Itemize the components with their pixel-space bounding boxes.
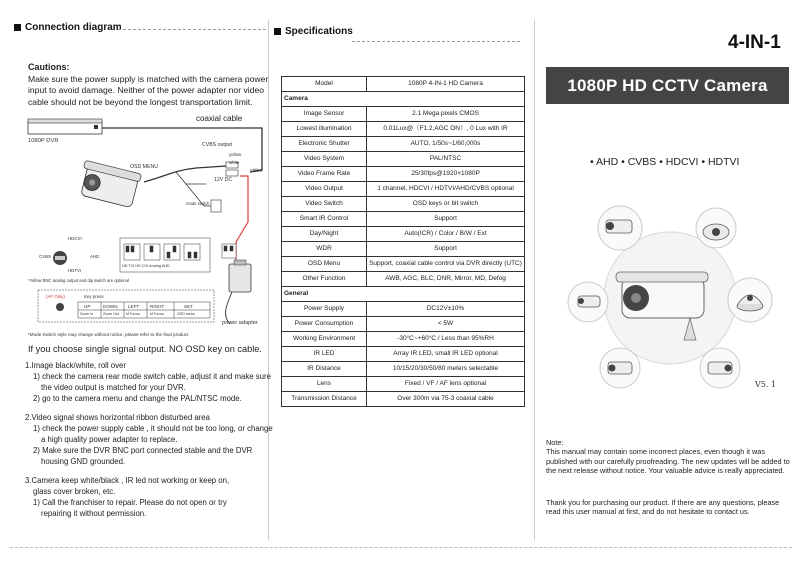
note-block bbox=[546, 438, 791, 476]
single-signal-note: If you choose single signal output. NO OSD key on cable. bbox=[28, 344, 262, 354]
spec-row bbox=[282, 392, 525, 407]
spec-value: Support bbox=[367, 242, 525, 257]
key-right: RIGHT bbox=[150, 304, 165, 309]
cvbs-output-label: CVBS output bbox=[202, 142, 232, 148]
spec-key: IR LED bbox=[282, 347, 367, 362]
step-line: 1) check the power supply cable , it should not be too long, or change bbox=[33, 424, 273, 433]
step-line: 1.Image black/white, roll over bbox=[25, 361, 126, 370]
spec-key: IR Distance bbox=[282, 362, 367, 377]
step-spacer bbox=[25, 467, 275, 475]
key-left: LEFT bbox=[128, 304, 140, 309]
spec-table bbox=[281, 76, 525, 407]
format-list: • AHD • CVBS • HDCVI • HDTVI bbox=[590, 156, 740, 168]
spec-key: Smart IR Control bbox=[282, 212, 367, 227]
connection-diagram bbox=[26, 110, 272, 342]
spec-group-row bbox=[282, 92, 525, 107]
spec-row bbox=[282, 317, 525, 332]
spec-key: Electronic Shutter bbox=[282, 137, 367, 152]
spec-value: Support, coaxial cable control via DVR directly (UTC) bbox=[367, 257, 525, 272]
version-label: V5. 1 bbox=[755, 380, 777, 389]
product-title: 4-IN-1 bbox=[728, 32, 781, 53]
spec-value: Auto(ICR) / Color / B/W / Ext bbox=[367, 227, 525, 242]
step-line: the video output is matched for your DVR. bbox=[41, 383, 186, 392]
key-func-down: Zoom Out bbox=[103, 312, 119, 316]
power-cable-line bbox=[236, 176, 248, 270]
spec-key: WDR bbox=[282, 242, 367, 257]
spec-row bbox=[282, 242, 525, 257]
yellow-bnc-note: *Yellow BNC analog output and dip switch are optional bbox=[28, 278, 129, 283]
cautions-block bbox=[28, 62, 278, 108]
step-line: 3.Camera keep white/black , IR led not working or keep on, bbox=[25, 476, 230, 485]
step-line: a high quality power adapter to replace. bbox=[41, 435, 178, 444]
cautions-title: Cautions: bbox=[28, 62, 70, 72]
spec-value: Over 300m via 75-3 coaxial cable bbox=[367, 392, 525, 407]
spec-key: Working Environment bbox=[282, 332, 367, 347]
spec-key: Day/Night bbox=[282, 227, 367, 242]
note-title: Note: bbox=[546, 438, 564, 447]
spec-value: PAL/NTSC bbox=[367, 152, 525, 167]
spec-row bbox=[282, 107, 525, 122]
cautions-text: Make sure the power supply is matched with the camera power input to avoid damage. Neither of the power adapter nor video cable should not be beyond the longest transportation limit. bbox=[28, 73, 269, 107]
spec-row bbox=[282, 227, 525, 242]
camera-collage bbox=[560, 190, 800, 400]
ahd-label: AHD bbox=[90, 254, 100, 259]
key-press-label: Key press bbox=[84, 294, 104, 299]
spec-row bbox=[282, 152, 525, 167]
heading-rule bbox=[352, 41, 520, 42]
key-func-right: M.Focus bbox=[150, 312, 164, 316]
power-adapter-icon bbox=[226, 260, 251, 324]
spec-row bbox=[282, 77, 525, 92]
spec-key: Transmission Distance bbox=[282, 392, 367, 407]
dip-caption: HD TVI HD CVI Analog AHD bbox=[122, 264, 170, 268]
spec-key: Power Consumption bbox=[282, 317, 367, 332]
heading-rule bbox=[118, 29, 266, 30]
step-line: repairing it without permission. bbox=[41, 509, 147, 518]
spec-value: OSD keys or bit switch bbox=[367, 197, 525, 212]
spec-key: Video System bbox=[282, 152, 367, 167]
cvbs-label: CVBS bbox=[39, 254, 51, 259]
spec-row bbox=[282, 302, 525, 317]
spec-row bbox=[282, 212, 525, 227]
step-line: 1) check the camera rear mode switch cable, adjust it and make sure bbox=[33, 372, 271, 381]
spec-value: Fixed / VF / AF lens optional bbox=[367, 377, 525, 392]
note-text: This manual may contain some incorrect places, even though it was published with our carefully proofreading. The new updates will be added to the next release without notice. Your valuable advice is really appreciated. bbox=[546, 447, 790, 476]
step-line: housing GND grounded. bbox=[41, 457, 126, 466]
power-adapter-label: power adapter bbox=[222, 320, 258, 326]
spec-value: 10/15/20/30/50/80 meters selectable bbox=[367, 362, 525, 377]
connection-diagram-heading: Connection diagram bbox=[14, 22, 122, 33]
specifications-heading: Specifications bbox=[274, 26, 353, 37]
spec-value: Support bbox=[367, 212, 525, 227]
spec-value: < 5W bbox=[367, 317, 525, 332]
spec-value: 25/30fps@1920×1080P bbox=[367, 167, 525, 182]
spec-key: Video Output bbox=[282, 182, 367, 197]
hdcvi-label: HDCVI bbox=[68, 236, 82, 241]
spec-key: Video Frame Rate bbox=[282, 167, 367, 182]
osd-menu-label: OSD MENU bbox=[130, 164, 158, 170]
spec-value: Array IR LED, small IR LED optional bbox=[367, 347, 525, 362]
spec-key: Lowest illumination bbox=[282, 122, 367, 137]
spec-key: Video Switch bbox=[282, 197, 367, 212]
hdtvi-label: HDTVI bbox=[68, 268, 82, 273]
key-func-set: OSD menu bbox=[177, 312, 195, 316]
spec-value: 2.1 Mega pixels CMOS bbox=[367, 107, 525, 122]
yellow-label: yellow bbox=[229, 152, 242, 157]
step-spacer bbox=[25, 404, 275, 412]
mode-switch-icon bbox=[211, 200, 221, 212]
dvr-icon bbox=[28, 122, 102, 134]
bottom-rule bbox=[10, 547, 792, 548]
spec-row bbox=[282, 377, 525, 392]
wiring-drawing bbox=[26, 110, 272, 342]
spec-row bbox=[282, 167, 525, 182]
column-divider bbox=[534, 20, 535, 540]
step-line: glass cover broken, etc. bbox=[33, 487, 116, 496]
spec-value: -30°C~+60°C / Less than 95%RH bbox=[367, 332, 525, 347]
mode-switch-note: *Mode Switch style may change without notice, please refer to the final product bbox=[28, 332, 189, 337]
spec-row bbox=[282, 272, 525, 287]
troubleshooting-steps bbox=[25, 360, 275, 519]
product-banner: 1080P HD CCTV Camera bbox=[546, 67, 789, 104]
spec-row bbox=[282, 137, 525, 152]
dvr-label: 1080P DVR bbox=[28, 138, 59, 144]
spec-value: AWB, AGC, BLC, DNR, Mirror, MD, Defog bbox=[367, 272, 525, 287]
spec-group-label: General bbox=[282, 287, 525, 302]
square-bullet-icon bbox=[14, 24, 21, 31]
spec-key: Other Function bbox=[282, 272, 367, 287]
spec-key: OSD Menu bbox=[282, 257, 367, 272]
coaxial-cable-label: coaxial cable bbox=[196, 114, 243, 123]
key-func-up: Zoom In bbox=[80, 312, 94, 316]
dome-camera-icon bbox=[703, 224, 729, 240]
camera-collage-drawing bbox=[560, 190, 800, 400]
spec-value: 1080P 4-IN-1 HD Camera bbox=[367, 77, 525, 92]
key-up: UP bbox=[84, 304, 91, 309]
step-line: 2.Video signal shows horizontal ribbon disturbed area bbox=[25, 413, 210, 422]
spec-key: Model bbox=[282, 77, 367, 92]
af-only-label: (AF Only) bbox=[46, 294, 65, 299]
spec-value: 1 channel, HDCVI / HDTVI/AHD/CVBS optional bbox=[367, 182, 525, 197]
video-label: video bbox=[250, 168, 263, 174]
spec-group-row bbox=[282, 287, 525, 302]
spec-value: AUTO, 1/50s~1/60,000s bbox=[367, 137, 525, 152]
spec-row bbox=[282, 362, 525, 377]
spec-row bbox=[282, 347, 525, 362]
step-line: 1) Call the franchiser to repair. Please do not open or try bbox=[33, 498, 227, 507]
spec-value: 0.01Lux@（F1.2,AGC ON）, 0 Lux with IR bbox=[367, 122, 525, 137]
spec-key: Power Supply bbox=[282, 302, 367, 317]
spec-row bbox=[282, 197, 525, 212]
key-func-left: M.Focus bbox=[126, 312, 140, 316]
step-line: 2) go to the camera menu and change the PAL/NTSC mode. bbox=[33, 394, 242, 403]
spec-row bbox=[282, 257, 525, 272]
key-set: SET bbox=[184, 304, 193, 309]
mode-switch-label: mode switch bbox=[186, 201, 210, 206]
spec-key: Lens bbox=[282, 377, 367, 392]
spec-value: DC12V±10% bbox=[367, 302, 525, 317]
spec-row bbox=[282, 332, 525, 347]
step-line: 2) Make sure the DVR BNC port connected stable and the DVR bbox=[33, 446, 253, 455]
thanks-text: Thank you for purchasing our product. If there are any questions, please read this user manual at first, and do not hesitate to contact us. bbox=[546, 498, 780, 517]
square-bullet-icon bbox=[274, 28, 281, 35]
key-down: DOWN bbox=[103, 304, 118, 309]
spec-row bbox=[282, 182, 525, 197]
spec-key: Image Sensor bbox=[282, 107, 367, 122]
dc12v-label: 12V DC bbox=[214, 177, 233, 183]
spec-row bbox=[282, 122, 525, 137]
spec-group-label: Camera bbox=[282, 92, 525, 107]
white-label: white bbox=[229, 160, 240, 165]
